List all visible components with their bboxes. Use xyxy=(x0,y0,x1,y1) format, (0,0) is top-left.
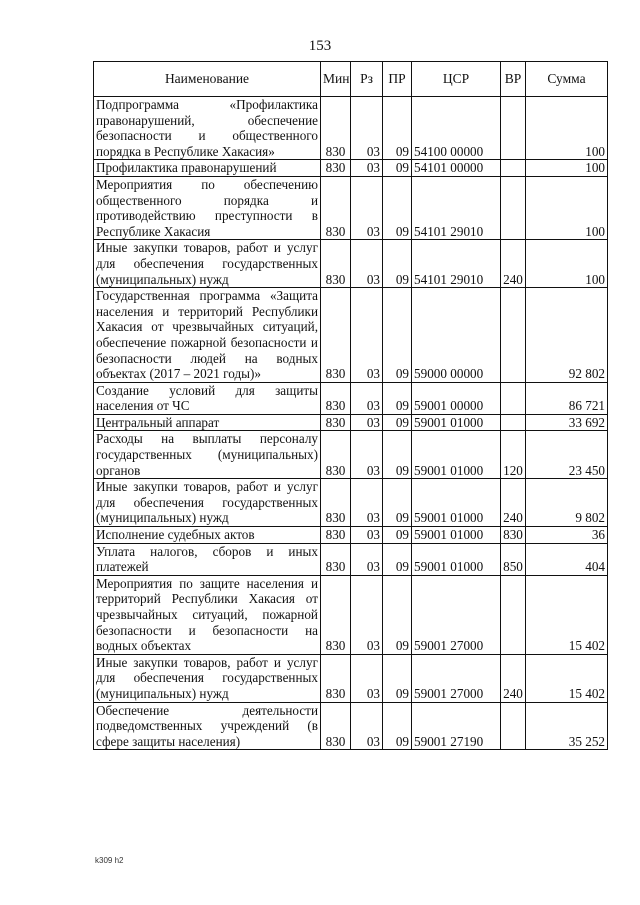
cell-min: 830 xyxy=(321,414,351,431)
table-row xyxy=(94,543,608,575)
cell-sum: 9 802 xyxy=(526,479,608,527)
cell-name: Мероприятия по обеспечению общественного порядка и противодействию преступности в Республике Хакасия xyxy=(94,176,321,239)
cell-min: 830 xyxy=(321,527,351,544)
cell-pr: 09 xyxy=(383,97,412,160)
cell-pr: 09 xyxy=(383,382,412,414)
cell-sum: 15 402 xyxy=(526,575,608,654)
cell-vr: 830 xyxy=(501,527,526,544)
cell-pr: 09 xyxy=(383,654,412,702)
table-row xyxy=(94,702,608,750)
cell-vr xyxy=(501,288,526,383)
cell-min: 830 xyxy=(321,431,351,479)
cell-csr: 59001 27000 xyxy=(412,654,501,702)
cell-vr: 850 xyxy=(501,543,526,575)
cell-csr: 59001 27000 xyxy=(412,575,501,654)
cell-name: Государственная программа «Защита населения и территорий Республики Хакасия от чрезвычайных ситуаций, обеспечение пожарной безопасности и безопасности людей на водных объектах (2017 – 2021 годы)» xyxy=(94,288,321,383)
cell-name: Уплата налогов, сборов и иных платежей xyxy=(94,543,321,575)
cell-name: Расходы на выплаты персоналу государственных (муниципальных) органов xyxy=(94,431,321,479)
table-row xyxy=(94,176,608,239)
cell-sum: 404 xyxy=(526,543,608,575)
cell-pr: 09 xyxy=(383,527,412,544)
cell-min: 830 xyxy=(321,575,351,654)
cell-pr: 09 xyxy=(383,414,412,431)
cell-vr xyxy=(501,160,526,177)
table-row xyxy=(94,240,608,288)
cell-min: 830 xyxy=(321,240,351,288)
cell-pr: 09 xyxy=(383,176,412,239)
cell-rz: 03 xyxy=(351,527,383,544)
cell-sum: 100 xyxy=(526,97,608,160)
cell-name: Иные закупки товаров, работ и услуг для обеспечения государственных (муниципальных) нужд xyxy=(94,240,321,288)
table-row xyxy=(94,160,608,177)
footer-code: k309 h2 xyxy=(95,856,124,865)
table-row xyxy=(94,382,608,414)
cell-rz: 03 xyxy=(351,382,383,414)
cell-sum: 15 402 xyxy=(526,654,608,702)
cell-name: Подпрограмма «Профилактика правонарушений, обеспечение безопасности и общественного порядка в Республике Хакасия» xyxy=(94,97,321,160)
cell-min: 830 xyxy=(321,160,351,177)
page-number: 153 xyxy=(308,38,332,54)
cell-csr: 59001 00000 xyxy=(412,382,501,414)
cell-sum: 35 252 xyxy=(526,702,608,750)
header-min: Мин xyxy=(321,62,351,97)
cell-pr: 09 xyxy=(383,431,412,479)
cell-vr: 240 xyxy=(501,654,526,702)
cell-name: Профилактика правонарушений xyxy=(94,160,321,177)
cell-min: 830 xyxy=(321,702,351,750)
cell-vr xyxy=(501,702,526,750)
cell-min: 830 xyxy=(321,382,351,414)
cell-name: Иные закупки товаров, работ и услуг для обеспечения государственных (муниципальных) нужд xyxy=(94,479,321,527)
table-row xyxy=(94,288,608,383)
cell-rz: 03 xyxy=(351,479,383,527)
cell-rz: 03 xyxy=(351,575,383,654)
cell-sum: 92 802 xyxy=(526,288,608,383)
cell-min: 830 xyxy=(321,543,351,575)
cell-csr: 59001 01000 xyxy=(412,414,501,431)
cell-csr: 59001 01000 xyxy=(412,527,501,544)
cell-min: 830 xyxy=(321,288,351,383)
table-row xyxy=(94,575,608,654)
cell-sum: 100 xyxy=(526,240,608,288)
header-name: Наименование xyxy=(94,62,321,97)
cell-name: Обеспечение деятельности подведомственных учреждений (в сфере защиты населения) xyxy=(94,702,321,750)
cell-vr: 240 xyxy=(501,240,526,288)
cell-csr: 59001 01000 xyxy=(412,431,501,479)
cell-name: Центральный аппарат xyxy=(94,414,321,431)
cell-min: 830 xyxy=(321,479,351,527)
cell-rz: 03 xyxy=(351,414,383,431)
header-vr: ВР xyxy=(501,62,526,97)
cell-csr: 54100 00000 xyxy=(412,97,501,160)
cell-vr xyxy=(501,176,526,239)
cell-sum: 100 xyxy=(526,176,608,239)
cell-csr: 59001 01000 xyxy=(412,479,501,527)
cell-name: Мероприятия по защите населения и территорий Республики Хакасия от чрезвычайных ситуаций, пожарной безопасности и безопасности на водных объектах xyxy=(94,575,321,654)
table-body xyxy=(94,97,608,750)
cell-pr: 09 xyxy=(383,702,412,750)
table-row xyxy=(94,414,608,431)
table-row xyxy=(94,97,608,160)
cell-csr: 54101 00000 xyxy=(412,160,501,177)
table-row xyxy=(94,431,608,479)
cell-pr: 09 xyxy=(383,479,412,527)
cell-vr: 240 xyxy=(501,479,526,527)
cell-name: Создание условий для защиты населения от ЧС xyxy=(94,382,321,414)
cell-csr: 54101 29010 xyxy=(412,240,501,288)
cell-csr: 59001 01000 xyxy=(412,543,501,575)
cell-rz: 03 xyxy=(351,176,383,239)
cell-rz: 03 xyxy=(351,431,383,479)
cell-pr: 09 xyxy=(383,575,412,654)
cell-rz: 03 xyxy=(351,288,383,383)
cell-vr: 120 xyxy=(501,431,526,479)
cell-sum: 36 xyxy=(526,527,608,544)
cell-rz: 03 xyxy=(351,654,383,702)
cell-min: 830 xyxy=(321,97,351,160)
cell-csr: 59001 27190 xyxy=(412,702,501,750)
header-sum: Сумма xyxy=(526,62,608,97)
table-row xyxy=(94,479,608,527)
budget-table xyxy=(93,61,608,750)
cell-vr xyxy=(501,97,526,160)
cell-pr: 09 xyxy=(383,160,412,177)
cell-vr xyxy=(501,414,526,431)
cell-pr: 09 xyxy=(383,543,412,575)
cell-vr xyxy=(501,382,526,414)
table-row xyxy=(94,527,608,544)
cell-rz: 03 xyxy=(351,240,383,288)
cell-min: 830 xyxy=(321,176,351,239)
cell-pr: 09 xyxy=(383,288,412,383)
cell-csr: 59000 00000 xyxy=(412,288,501,383)
cell-vr xyxy=(501,575,526,654)
header-rz: Рз xyxy=(351,62,383,97)
cell-pr: 09 xyxy=(383,240,412,288)
cell-csr: 54101 29010 xyxy=(412,176,501,239)
cell-rz: 03 xyxy=(351,97,383,160)
cell-rz: 03 xyxy=(351,160,383,177)
cell-sum: 23 450 xyxy=(526,431,608,479)
cell-sum: 86 721 xyxy=(526,382,608,414)
header-csr: ЦСР xyxy=(412,62,501,97)
cell-min: 830 xyxy=(321,654,351,702)
cell-rz: 03 xyxy=(351,543,383,575)
table-row xyxy=(94,654,608,702)
cell-rz: 03 xyxy=(351,702,383,750)
cell-name: Исполнение судебных актов xyxy=(94,527,321,544)
header-pr: ПР xyxy=(383,62,412,97)
cell-sum: 33 692 xyxy=(526,414,608,431)
cell-sum: 100 xyxy=(526,160,608,177)
table-header-row xyxy=(94,62,608,97)
cell-name: Иные закупки товаров, работ и услуг для обеспечения государственных (муниципальных) нужд xyxy=(94,654,321,702)
